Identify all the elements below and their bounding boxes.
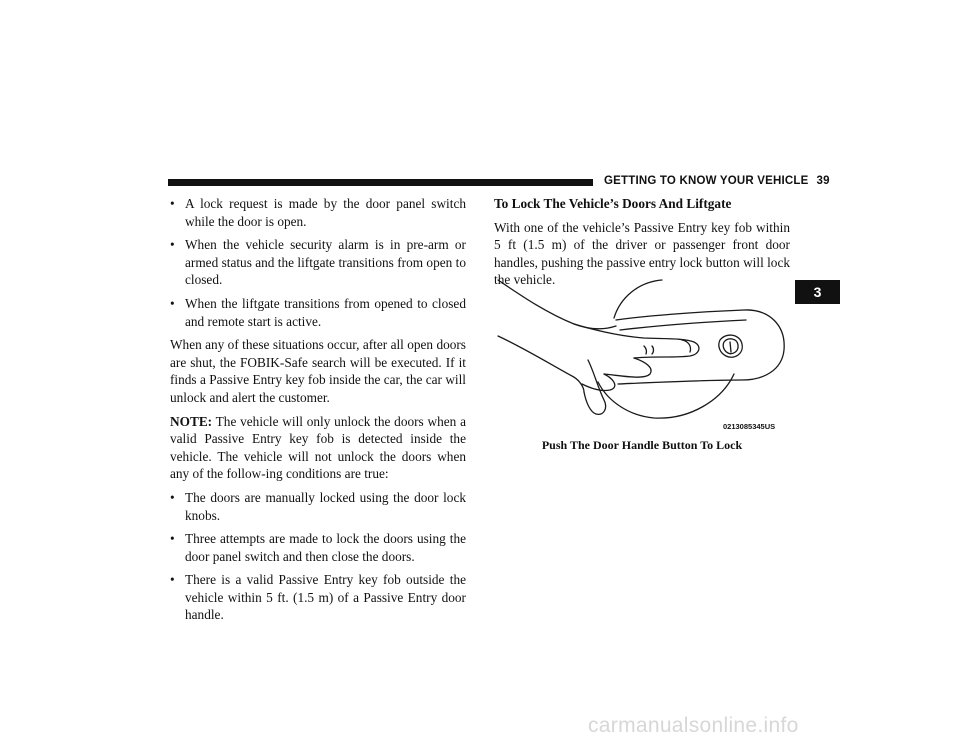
body-paragraph: With one of the vehicle’s Passive Entry key fob within 5 ft (1.5 m) of the driver or passenger front door handles, pushing the passive entry lock button will lock the vehicle. — [494, 219, 790, 288]
door-handle-illustration — [494, 276, 792, 436]
watermark: carmanualsonline.info — [588, 714, 799, 737]
section-heading: To Lock The Vehicle’s Doors And Liftgate — [494, 196, 732, 211]
bullet-icon: • — [170, 531, 175, 547]
running-header — [604, 175, 830, 187]
note-label: NOTE: — [170, 413, 213, 429]
bullet-icon: • — [170, 489, 175, 505]
list-item: • There is a valid Passive Entry key fob outside the vehicle within 5 ft. (1.5 m) of a Passive Entry door handle. — [170, 572, 466, 623]
list-item: • A lock request is made by the door panel switch while the door is open. — [170, 196, 466, 229]
note-paragraph — [170, 413, 466, 483]
bullet-icon: • — [170, 237, 175, 253]
body-paragraph: When any of these situations occur, after all open doors are shut, the FOBIK-Safe search will be executed. If it finds a Passive Entry key fob inside the car, the car will unlock and alert the customer. — [170, 337, 466, 405]
bullet-icon: • — [170, 295, 175, 311]
page-number: 39 — [816, 175, 830, 187]
list-item: • When the vehicle security alarm is in pre-arm or armed status and the liftgate transitions from open to closed. — [170, 237, 466, 288]
figure-caption: Push The Door Handle Button To Lock — [541, 438, 743, 452]
figure-code: 0213085345US — [723, 422, 776, 431]
note-text: The vehicle will only unlock the doors when a valid Passive Entry key fob is detected inside the vehicle. The vehicle will not unlock the doors when any of the follow-ing conditions are true: — [170, 413, 466, 482]
chapter-tab: 3 — [795, 280, 840, 304]
bullet-icon: • — [170, 196, 175, 211]
section-title: GETTING TO KNOW YOUR VEHICLE — [604, 175, 809, 187]
left-column — [170, 195, 466, 630]
list-item: • The doors are manually locked using the door lock knobs. — [170, 489, 466, 523]
header-rule — [168, 179, 593, 186]
list-item: • Three attempts are made to lock the doors using the door panel switch and then close the doors. — [170, 531, 466, 564]
bullet-icon: • — [170, 572, 175, 588]
list-item: • When the liftgate transitions from opened to closed and remote start is active. — [170, 295, 466, 329]
